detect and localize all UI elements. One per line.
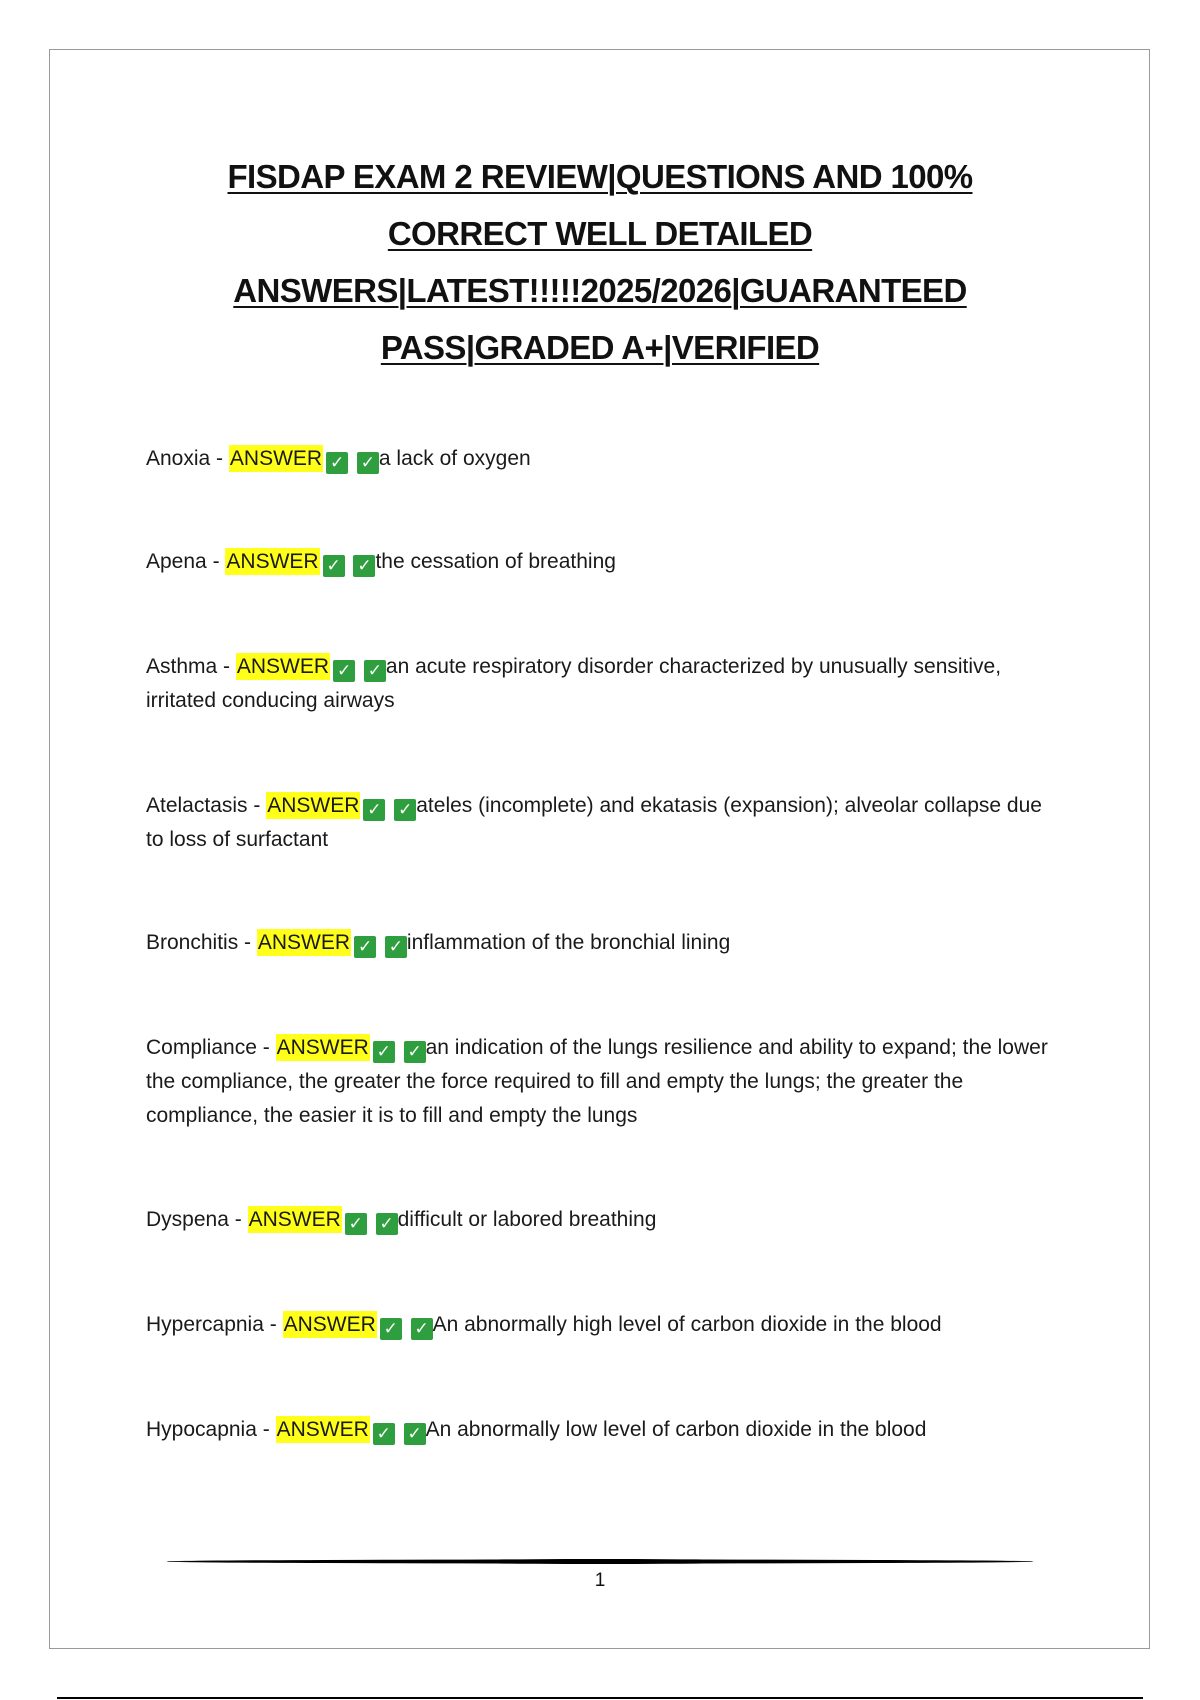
- check-icon: ✓: [353, 555, 375, 577]
- entry-asthma: Asthma - ANSWER ✓ ✓ an acute respiratory disorder characterized by unusually sensitive, irritated conducing airways: [146, 655, 1002, 712]
- check-icon: ✓: [363, 799, 385, 821]
- entry-hypocapnia: Hypocapnia - ANSWER ✓ ✓ An abnormally low level of carbon dioxide in the blood: [146, 1418, 927, 1444]
- document-title: [130, 148, 1070, 376]
- answer-label: ANSWER: [226, 550, 319, 573]
- entry-dyspena: Dyspena - ANSWER ✓ ✓ difficult or labored breathing: [146, 1208, 657, 1234]
- bottom-divider: [57, 1697, 1143, 1699]
- check-icon: ✓: [326, 452, 348, 474]
- entry-anoxia: Anoxia - ANSWER ✓ ✓ a lack of oxygen: [146, 447, 531, 473]
- check-icon: ✓: [333, 660, 355, 682]
- entry-definition: an acute respiratory disorder characterized by unusually sensitive, irritated conducing airways: [146, 655, 1002, 712]
- check-icon: ✓: [373, 1041, 395, 1063]
- entry-bronchitis: Bronchitis - ANSWER ✓ ✓ inflammation of the bronchial lining: [146, 931, 731, 957]
- entry-term: Bronchitis: [146, 931, 239, 954]
- check-icon: ✓: [404, 1423, 426, 1445]
- entry-term: Dyspena: [146, 1208, 229, 1231]
- check-icon: ✓: [394, 799, 416, 821]
- check-icon: ✓: [373, 1423, 395, 1445]
- title-line-4: PASS|GRADED A+|VERIFIED: [380, 329, 820, 366]
- answer-label: ANSWER: [283, 1313, 376, 1336]
- entry-term: Hypercapnia: [146, 1313, 264, 1336]
- entry-definition: An abnormally high level of carbon dioxide in the blood: [432, 1313, 942, 1336]
- answer-label: ANSWER: [276, 1418, 369, 1441]
- entry-definition: the cessation of breathing: [375, 550, 616, 573]
- entry-term: Hypocapnia: [146, 1418, 257, 1441]
- title-line-1: FISDAP EXAM 2 REVIEW|QUESTIONS AND 100%: [227, 158, 973, 195]
- entry-term: Apena: [146, 550, 207, 573]
- title-line-3: ANSWERS|LATEST!!!!!2025/2026|GUARANTEED: [233, 272, 967, 309]
- check-icon: ✓: [364, 660, 386, 682]
- answer-label: ANSWER: [229, 447, 323, 470]
- entry-term: Anoxia: [146, 447, 211, 470]
- answer-label: ANSWER: [257, 931, 351, 954]
- entry-compliance: Compliance - ANSWER ✓ ✓ an indication of the lungs resilience and ability to expand; the lower the compliance, the greater the force required to fill and empty the lungs; the greater the compliance, the easier it is to fill and empty the lungs: [146, 1036, 1048, 1127]
- entry-term: Atelactasis: [146, 794, 248, 817]
- page-number: 1: [594, 1570, 606, 1591]
- check-icon: ✓: [323, 555, 345, 577]
- check-icon: ✓: [411, 1318, 433, 1340]
- entry-definition: a lack of oxygen: [378, 447, 531, 470]
- entry-definition: an indication of the lungs resilience and ability to expand; the lower the compliance, the greater the force required to fill and empty the lungs; the greater the compliance, the easier it is to fill and empty the lungs: [146, 1036, 1048, 1127]
- title-line-2: CORRECT WELL DETAILED: [387, 215, 813, 252]
- entry-definition: ateles (incomplete) and ekatasis (expansion); alveolar collapse due to loss of surfactant: [146, 794, 1042, 851]
- answer-label: ANSWER: [248, 1208, 341, 1231]
- entry-apena: Apena - ANSWER ✓ ✓ the cessation of breathing: [146, 550, 616, 576]
- entry-hypercapnia: Hypercapnia - ANSWER ✓ ✓ An abnormally high level of carbon dioxide in the blood: [146, 1313, 942, 1339]
- check-icon: ✓: [376, 1213, 398, 1235]
- check-icon: ✓: [345, 1213, 367, 1235]
- entry-term: Asthma: [146, 655, 218, 678]
- check-icon: ✓: [404, 1041, 426, 1063]
- entry-term: Compliance: [146, 1036, 257, 1059]
- entry-definition: An abnormally low level of carbon dioxide in the blood: [425, 1418, 927, 1441]
- check-icon: ✓: [354, 936, 376, 958]
- answer-label: ANSWER: [276, 1036, 369, 1059]
- check-icon: ✓: [357, 452, 379, 474]
- answer-label: ANSWER: [267, 794, 360, 817]
- entry-definition: inflammation of the bronchial lining: [406, 931, 731, 954]
- entry-definition: difficult or labored breathing: [397, 1208, 657, 1231]
- check-icon: ✓: [380, 1318, 402, 1340]
- check-icon: ✓: [385, 936, 407, 958]
- entry-atelactasis: Atelactasis - ANSWER ✓ ✓ ateles (incomplete) and ekatasis (expansion); alveolar collapse due to loss of surfactant: [146, 794, 1042, 851]
- footer-divider: [167, 1560, 1033, 1563]
- answer-label: ANSWER: [236, 655, 330, 678]
